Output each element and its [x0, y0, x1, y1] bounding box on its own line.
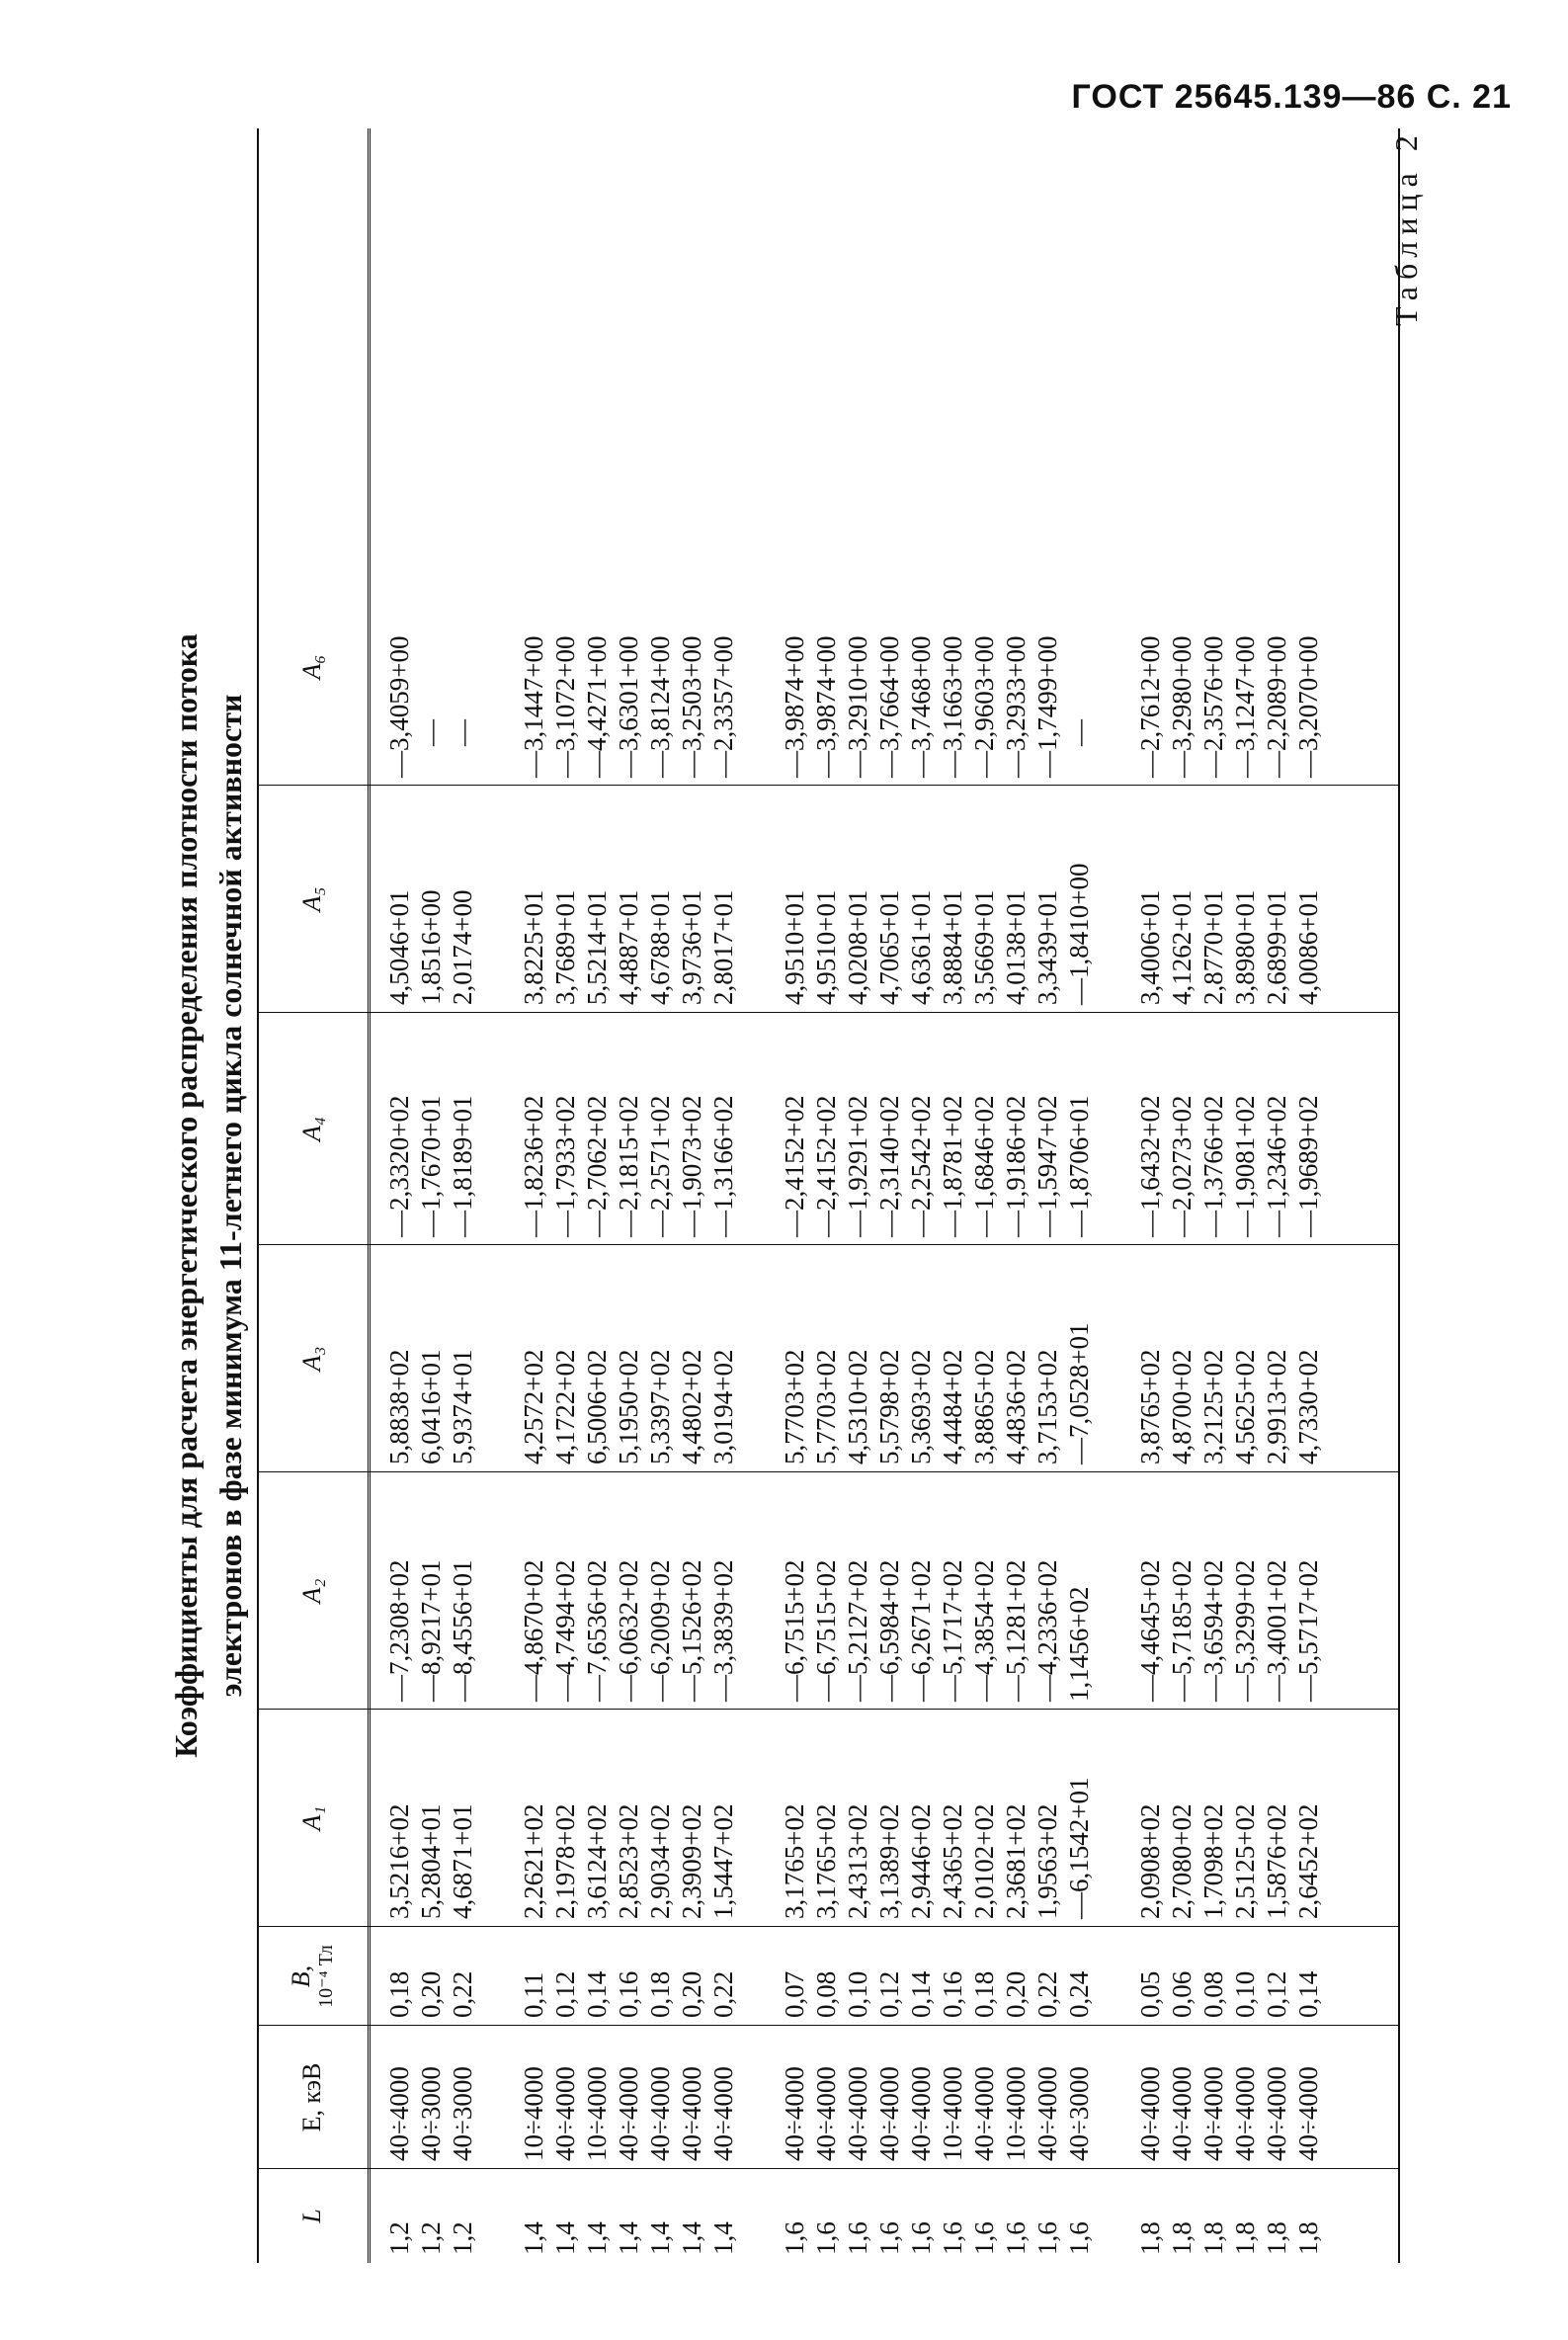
cell-E: 40÷4000 — [1032, 2066, 1062, 2161]
cell-A6: —3,2980+00 — [1167, 635, 1197, 778]
cell-A4: —2,7062+02 — [582, 1095, 612, 1237]
cell-B: 0,11 — [519, 1971, 548, 2018]
cell-A1: 3,1765+02 — [811, 1803, 841, 1919]
header-A2: A₂ — [296, 1578, 326, 1604]
cell-A2: —4,8670+02 — [519, 1559, 548, 1702]
cell-A3: 4,4836+02 — [1001, 1349, 1031, 1464]
table-row — [937, 128, 968, 2263]
cell-A3: 5,7703+02 — [811, 1349, 841, 1464]
table-row — [1166, 128, 1197, 2263]
cell-B: 0,22 — [708, 1970, 738, 2018]
cell-A6: —3,9874+00 — [811, 635, 841, 778]
cell-E: 40÷4000 — [708, 2066, 738, 2161]
cell-A2: —6,2671+02 — [906, 1559, 936, 1702]
cell-B: 0,20 — [677, 1970, 706, 2018]
cell-A3: 3,8765+02 — [1135, 1349, 1165, 1464]
cell-L: 1,8 — [1167, 2221, 1197, 2255]
cell-A5: —1,8410+00 — [1064, 863, 1094, 1005]
cell-A4: —2,2571+02 — [645, 1095, 675, 1237]
cell-A2: —5,7185+02 — [1167, 1559, 1197, 1702]
table-row — [842, 128, 873, 2263]
cell-A4: —1,6846+02 — [969, 1095, 999, 1237]
cell-A4: —1,9291+02 — [843, 1095, 872, 1237]
cell-A3: 6,0416+01 — [416, 1349, 446, 1464]
cell-A3: 4,5310+02 — [843, 1349, 872, 1464]
cell-A4: —1,6432+02 — [1135, 1095, 1165, 1237]
table-bottom-border — [1398, 128, 1400, 2263]
cell-A2: —5,1717+02 — [938, 1559, 967, 1702]
cell-A2: —5,2127+02 — [843, 1559, 872, 1702]
cell-A1: 5,2804+01 — [416, 1803, 446, 1919]
cell-A6: —3,4059+00 — [384, 635, 414, 778]
cell-A3: 2,9913+02 — [1262, 1349, 1291, 1464]
cell-L: 1,4 — [708, 2221, 738, 2255]
cell-A4: —1,3766+02 — [1198, 1095, 1228, 1237]
cell-A3: 4,4802+02 — [677, 1349, 706, 1464]
cell-L: 1,8 — [1262, 2221, 1291, 2255]
page-header: ГОСТ 25645.139—86 С. 21 — [1071, 78, 1512, 116]
cell-L: 1,4 — [550, 2221, 580, 2255]
table-row — [1063, 128, 1095, 2263]
cell-A1: 2,3681+02 — [1001, 1803, 1031, 1919]
cell-A5: 2,6899+01 — [1262, 889, 1291, 1005]
table-row — [1261, 128, 1292, 2263]
cell-A3: 5,9374+01 — [448, 1349, 477, 1464]
cell-A6: —3,2070+00 — [1293, 635, 1323, 778]
cell-B: 0,16 — [614, 1970, 643, 2018]
cell-E: 40÷4000 — [780, 2066, 809, 2161]
cell-B: 0,18 — [645, 1970, 675, 2018]
cell-A6: —3,2910+00 — [843, 635, 872, 778]
cell-A6: —3,7468+00 — [906, 635, 936, 778]
cell-A1: 2,5125+02 — [1230, 1803, 1260, 1919]
cell-A4: —1,9689+02 — [1293, 1095, 1323, 1237]
cell-A1: 3,1389+02 — [874, 1803, 904, 1919]
cell-E: 40÷4000 — [1167, 2066, 1197, 2161]
cell-A2: —6,7515+02 — [811, 1559, 841, 1702]
cell-L: 1,6 — [1064, 2221, 1094, 2255]
cell-A1: 2,4313+02 — [843, 1803, 872, 1919]
cell-A1: 1,7098+02 — [1198, 1803, 1228, 1919]
table-row — [415, 128, 447, 2263]
cell-A6: —1,7499+00 — [1032, 635, 1062, 778]
cell-B: 0,14 — [906, 1970, 936, 2018]
table-title-line-1: Коэффициенты для расчета энергетического распределения плотности потока — [168, 633, 204, 1758]
cell-A3: 5,3693+02 — [906, 1349, 936, 1464]
cell-B: 0,14 — [1293, 1970, 1323, 2018]
cell-E: 40÷3000 — [416, 2066, 446, 2161]
table-row — [1000, 128, 1032, 2263]
cell-A2: —5,5717+02 — [1293, 1559, 1323, 1702]
cell-A2: —4,3854+02 — [969, 1559, 999, 1702]
cell-A3: 5,8838+02 — [384, 1349, 414, 1464]
cell-A1: 2,0908+02 — [1135, 1803, 1165, 1919]
cell-A5: 3,5669+01 — [969, 889, 999, 1005]
table-row — [518, 128, 549, 2263]
cell-A5: 3,8884+01 — [938, 889, 967, 1005]
cell-A5: 3,3439+01 — [1032, 889, 1062, 1005]
cell-A4: —1,3166+02 — [708, 1095, 738, 1237]
cell-A4: —2,1815+02 — [614, 1095, 643, 1237]
cell-L: 1,2 — [416, 2221, 446, 2255]
cell-A2: —6,2009+02 — [645, 1559, 675, 1702]
cell-B: 0,22 — [448, 1970, 477, 2018]
table-row — [447, 128, 478, 2263]
cell-A4: —1,7670+01 — [416, 1095, 446, 1237]
cell-A3: 4,1722+02 — [550, 1349, 580, 1464]
cell-E: 40÷4000 — [677, 2066, 706, 2161]
table-row — [676, 128, 707, 2263]
cell-A5: 4,1262+01 — [1167, 889, 1197, 1005]
cell-A1: 2,0102+02 — [969, 1803, 999, 1919]
cell-A3: —7,0528+01 — [1064, 1322, 1094, 1464]
cell-L: 1,4 — [645, 2221, 675, 2255]
header-A5: A₅ — [296, 886, 326, 912]
table-row — [873, 128, 905, 2263]
header-E: E, кэВ — [296, 2062, 326, 2132]
cell-A6: —2,9603+00 — [969, 635, 999, 778]
cell-E: 40÷4000 — [384, 2066, 414, 2161]
table-row — [644, 128, 676, 2263]
cell-A4: —1,8189+01 — [448, 1095, 477, 1237]
cell-L: 1,4 — [582, 2221, 612, 2255]
cell-A2: —7,2308+02 — [384, 1559, 414, 1702]
cell-A5: 4,7065+01 — [874, 889, 904, 1005]
cell-B: 0,16 — [938, 1970, 967, 2018]
cell-A6: —3,9874+00 — [780, 635, 809, 778]
table-label: Таблица 2 — [1388, 128, 1424, 326]
cell-A2: —4,2336+02 — [1032, 1559, 1062, 1702]
header-B — [257, 1927, 368, 2026]
header-A3: A₃ — [296, 1346, 326, 1372]
cell-A4: —2,3320+02 — [384, 1095, 414, 1237]
table-row — [1197, 128, 1229, 2263]
cell-B: 0,20 — [416, 1970, 446, 2018]
cell-A5: 4,5046+01 — [384, 889, 414, 1005]
cell-A4: —2,0273+02 — [1167, 1095, 1197, 1237]
table-title-line-2: электронов в фазе минимума 11-летнего цикла солнечной активности — [212, 694, 248, 1698]
cell-A3: 4,8700+02 — [1167, 1349, 1197, 1464]
header-L: L — [296, 2209, 326, 2223]
cell-E: 10÷4000 — [519, 2066, 548, 2161]
cell-A6: — — [1064, 719, 1094, 746]
rotated-table-page — [138, 128, 1433, 2263]
cell-E: 40÷3000 — [448, 2066, 477, 2161]
cell-A3: 3,0194+02 — [708, 1349, 738, 1464]
cell-E: 40÷4000 — [645, 2066, 675, 2161]
cell-A5: 5,5214+01 — [582, 889, 612, 1005]
table-row — [779, 128, 810, 2263]
cell-E: 10÷4000 — [582, 2066, 612, 2161]
cell-A4: —1,7933+02 — [550, 1095, 580, 1237]
cell-A6: — — [416, 719, 446, 746]
cell-A1: 3,5216+02 — [384, 1803, 414, 1919]
cell-A6: —2,3357+00 — [708, 635, 738, 778]
cell-E: 40÷4000 — [1230, 2066, 1260, 2161]
cell-A2: —3,6594+02 — [1198, 1559, 1228, 1702]
cell-L: 1,6 — [874, 2221, 904, 2255]
table-row — [1134, 128, 1166, 2263]
cell-A6: —3,2503+00 — [677, 635, 706, 778]
cell-A5: 4,4887+01 — [614, 889, 643, 1005]
cell-A1: 2,6452+02 — [1293, 1803, 1323, 1919]
cell-L: 1,6 — [969, 2221, 999, 2255]
cell-A3: 4,5625+02 — [1230, 1349, 1260, 1464]
cell-A6: —2,3576+00 — [1198, 635, 1228, 778]
cell-A3: 3,2125+02 — [1198, 1349, 1228, 1464]
cell-A1: 3,1765+02 — [780, 1803, 809, 1919]
header-B-main: B, — [286, 1964, 315, 1988]
cell-A4: —1,9081+02 — [1230, 1095, 1260, 1237]
cell-E: 40÷3000 — [1064, 2066, 1094, 2161]
cell-A5: 4,6361+01 — [906, 889, 936, 1005]
cell-A4: —1,9073+02 — [677, 1095, 706, 1237]
cell-A2: —7,6536+02 — [582, 1559, 612, 1702]
cell-A4: —1,8781+02 — [938, 1095, 967, 1237]
cell-A3: 4,2572+02 — [519, 1349, 548, 1464]
cell-B: 0,05 — [1135, 1970, 1165, 2018]
cell-B: 0,12 — [1262, 1970, 1291, 2018]
cell-A6: —3,1663+00 — [938, 635, 967, 778]
cell-L: 1,4 — [677, 2221, 706, 2255]
cell-A4: —2,2542+02 — [906, 1095, 936, 1237]
cell-L: 1,6 — [906, 2221, 936, 2255]
cell-A1: —6,1542+01 — [1064, 1777, 1094, 1919]
cell-A3: 5,7703+02 — [780, 1349, 809, 1464]
cell-E: 40÷4000 — [843, 2066, 872, 2161]
cell-A5: 4,6788+01 — [645, 889, 675, 1005]
cell-E: 40÷4000 — [811, 2066, 841, 2161]
cell-L: 1,6 — [1001, 2221, 1031, 2255]
cell-E: 40÷4000 — [614, 2066, 643, 2161]
cell-A2: —6,0632+02 — [614, 1559, 643, 1702]
cell-A2: —5,1526+02 — [677, 1559, 706, 1702]
cell-A3: 5,1950+02 — [614, 1349, 643, 1464]
cell-A3: 6,5006+02 — [582, 1349, 612, 1464]
cell-A6: —3,1072+00 — [550, 635, 580, 778]
cell-A6: —3,1247+00 — [1230, 635, 1260, 778]
cell-L: 1,8 — [1230, 2221, 1260, 2255]
cell-A5: 4,0086+01 — [1293, 889, 1323, 1005]
cell-E: 40÷4000 — [874, 2066, 904, 2161]
cell-A6: —3,2933+00 — [1001, 635, 1031, 778]
cell-A5: 4,9510+01 — [780, 889, 809, 1005]
cell-A5: 3,4006+01 — [1135, 889, 1165, 1005]
cell-A1: 1,5876+02 — [1262, 1803, 1291, 1919]
cell-A5: 1,8516+00 — [416, 889, 446, 1005]
cell-A3: 5,5798+02 — [874, 1349, 904, 1464]
cell-E: 40÷4000 — [1262, 2066, 1291, 2161]
cell-A2: 1,1456+02 — [1064, 1586, 1094, 1702]
cell-A1: 1,9563+02 — [1032, 1803, 1062, 1919]
cell-A3: 3,8865+02 — [969, 1349, 999, 1464]
cell-A6: —3,8124+00 — [645, 635, 675, 778]
cell-A1: 2,9446+02 — [906, 1803, 936, 1919]
cell-B: 0,20 — [1001, 1970, 1031, 2018]
cell-A4: —1,2346+02 — [1262, 1095, 1291, 1237]
header-A4: A₄ — [296, 1117, 326, 1141]
cell-B: 0,08 — [1198, 1970, 1228, 2018]
cell-E: 40÷4000 — [550, 2066, 580, 2161]
cell-A5: 4,9510+01 — [811, 889, 841, 1005]
cell-A3: 3,7153+02 — [1032, 1349, 1062, 1464]
header-A6: A₆ — [296, 654, 326, 680]
cell-A2: —8,9217+01 — [416, 1559, 446, 1702]
cell-L: 1,6 — [938, 2221, 967, 2255]
cell-E: 40÷4000 — [1135, 2066, 1165, 2161]
cell-A3: 4,7330+02 — [1293, 1349, 1323, 1464]
cell-A4: —1,8236+02 — [519, 1095, 548, 1237]
cell-A1: 4,6871+01 — [448, 1803, 477, 1919]
table-row — [613, 128, 644, 2263]
table-row — [1229, 128, 1261, 2263]
cell-A2: —5,1281+02 — [1001, 1559, 1031, 1702]
table-row — [1292, 128, 1324, 2263]
cell-A5: 2,8017+01 — [708, 889, 738, 1005]
cell-A5: 3,9736+01 — [677, 889, 706, 1005]
cell-E: 40÷4000 — [1198, 2066, 1228, 2161]
table-row — [810, 128, 842, 2263]
cell-A5: 4,0208+01 — [843, 889, 872, 1005]
cell-A2: —6,5984+02 — [874, 1559, 904, 1702]
cell-E: 10÷4000 — [938, 2066, 967, 2161]
cell-L: 1,4 — [614, 2221, 643, 2255]
cell-B: 0,18 — [969, 1970, 999, 2018]
cell-A1: 2,9034+02 — [645, 1803, 675, 1919]
cell-B: 0,07 — [780, 1970, 809, 2018]
cell-B: 0,18 — [384, 1970, 414, 2018]
cell-E: 40÷4000 — [1293, 2066, 1323, 2161]
cell-L: 1,8 — [1293, 2221, 1323, 2255]
cell-A2: —4,4645+02 — [1135, 1559, 1165, 1702]
cell-A6: —3,7664+00 — [874, 635, 904, 778]
cell-A5: 2,8770+01 — [1198, 889, 1228, 1005]
table-row — [905, 128, 937, 2263]
cell-A2: —8,4556+01 — [448, 1559, 477, 1702]
cell-A4: —2,4152+02 — [811, 1095, 841, 1237]
cell-A4: —2,3140+02 — [874, 1095, 904, 1237]
table-row — [383, 128, 415, 2263]
cell-B: 0,22 — [1032, 1970, 1062, 2018]
cell-A5: 4,0138+01 — [1001, 889, 1031, 1005]
cell-A4: —1,8706+01 — [1064, 1095, 1094, 1237]
cell-L: 1,6 — [1032, 2221, 1062, 2255]
cell-B: 0,12 — [550, 1970, 580, 2018]
cell-A3: 4,4484+02 — [938, 1349, 967, 1464]
cell-A5: 3,7689+01 — [550, 889, 580, 1005]
cell-A1: 2,3909+02 — [677, 1803, 706, 1919]
cell-A5: 2,0174+00 — [448, 889, 477, 1005]
cell-E: 10÷4000 — [1001, 2066, 1031, 2161]
cell-A1: 2,1978+02 — [550, 1803, 580, 1919]
cell-A1: 2,7080+02 — [1167, 1803, 1197, 1919]
cell-A6: — — [448, 719, 477, 746]
cell-A5: 3,8980+01 — [1230, 889, 1260, 1005]
cell-L: 1,4 — [519, 2221, 548, 2255]
cell-A2: —3,4001+02 — [1262, 1559, 1291, 1702]
cell-A3: 5,3397+02 — [645, 1349, 675, 1464]
cell-L: 1,8 — [1135, 2221, 1165, 2255]
table-row — [707, 128, 739, 2263]
header-A1: A₁ — [296, 1805, 326, 1831]
cell-A1: 2,4365+02 — [938, 1803, 967, 1919]
cell-A6: —2,2089+00 — [1262, 635, 1291, 778]
cell-L: 1,6 — [843, 2221, 872, 2255]
cell-A4: —2,4152+02 — [780, 1095, 809, 1237]
cell-L: 1,2 — [384, 2221, 414, 2255]
cell-B: 0,10 — [843, 1970, 872, 2018]
cell-A1: 2,8523+02 — [614, 1803, 643, 1919]
cell-A2: —4,7494+02 — [550, 1559, 580, 1702]
cell-A6: —3,1447+00 — [519, 635, 548, 778]
cell-L: 1,6 — [780, 2221, 809, 2255]
cell-A6: —2,7612+00 — [1135, 635, 1165, 778]
cell-B: 0,06 — [1167, 1970, 1197, 2018]
cell-B: 0,14 — [582, 1970, 612, 2018]
cell-A5: 3,8225+01 — [519, 889, 548, 1005]
cell-B: 0,10 — [1230, 1970, 1260, 2018]
cell-L: 1,6 — [811, 2221, 841, 2255]
cell-B: 0,08 — [811, 1970, 841, 2018]
cell-L: 1,8 — [1198, 2221, 1228, 2255]
cell-A4: —1,5947+02 — [1032, 1095, 1062, 1237]
header-B-unit: 10⁻⁴ Тл — [315, 1945, 338, 2008]
cell-A2: —6,7515+02 — [780, 1559, 809, 1702]
cell-A2: —3,3839+02 — [708, 1559, 738, 1702]
cell-A1: 1,5447+02 — [708, 1803, 738, 1919]
table-row — [549, 128, 581, 2263]
header-separator — [368, 128, 371, 2263]
cell-B: 0,24 — [1064, 1970, 1094, 2018]
cell-B: 0,12 — [874, 1970, 904, 2018]
cell-A1: 2,2621+02 — [519, 1803, 548, 1919]
table-row — [1032, 128, 1063, 2263]
cell-A6: —4,4271+00 — [582, 635, 612, 778]
cell-A1: 3,6124+02 — [582, 1803, 612, 1919]
cell-L: 1,2 — [448, 2221, 477, 2255]
cell-E: 40÷4000 — [906, 2066, 936, 2161]
cell-A2: —5,3299+02 — [1230, 1559, 1260, 1702]
cell-A6: —3,6301+00 — [614, 635, 643, 778]
cell-E: 40÷4000 — [969, 2066, 999, 2161]
table-row — [968, 128, 1000, 2263]
cell-A4: —1,9186+02 — [1001, 1095, 1031, 1237]
table-row — [581, 128, 613, 2263]
